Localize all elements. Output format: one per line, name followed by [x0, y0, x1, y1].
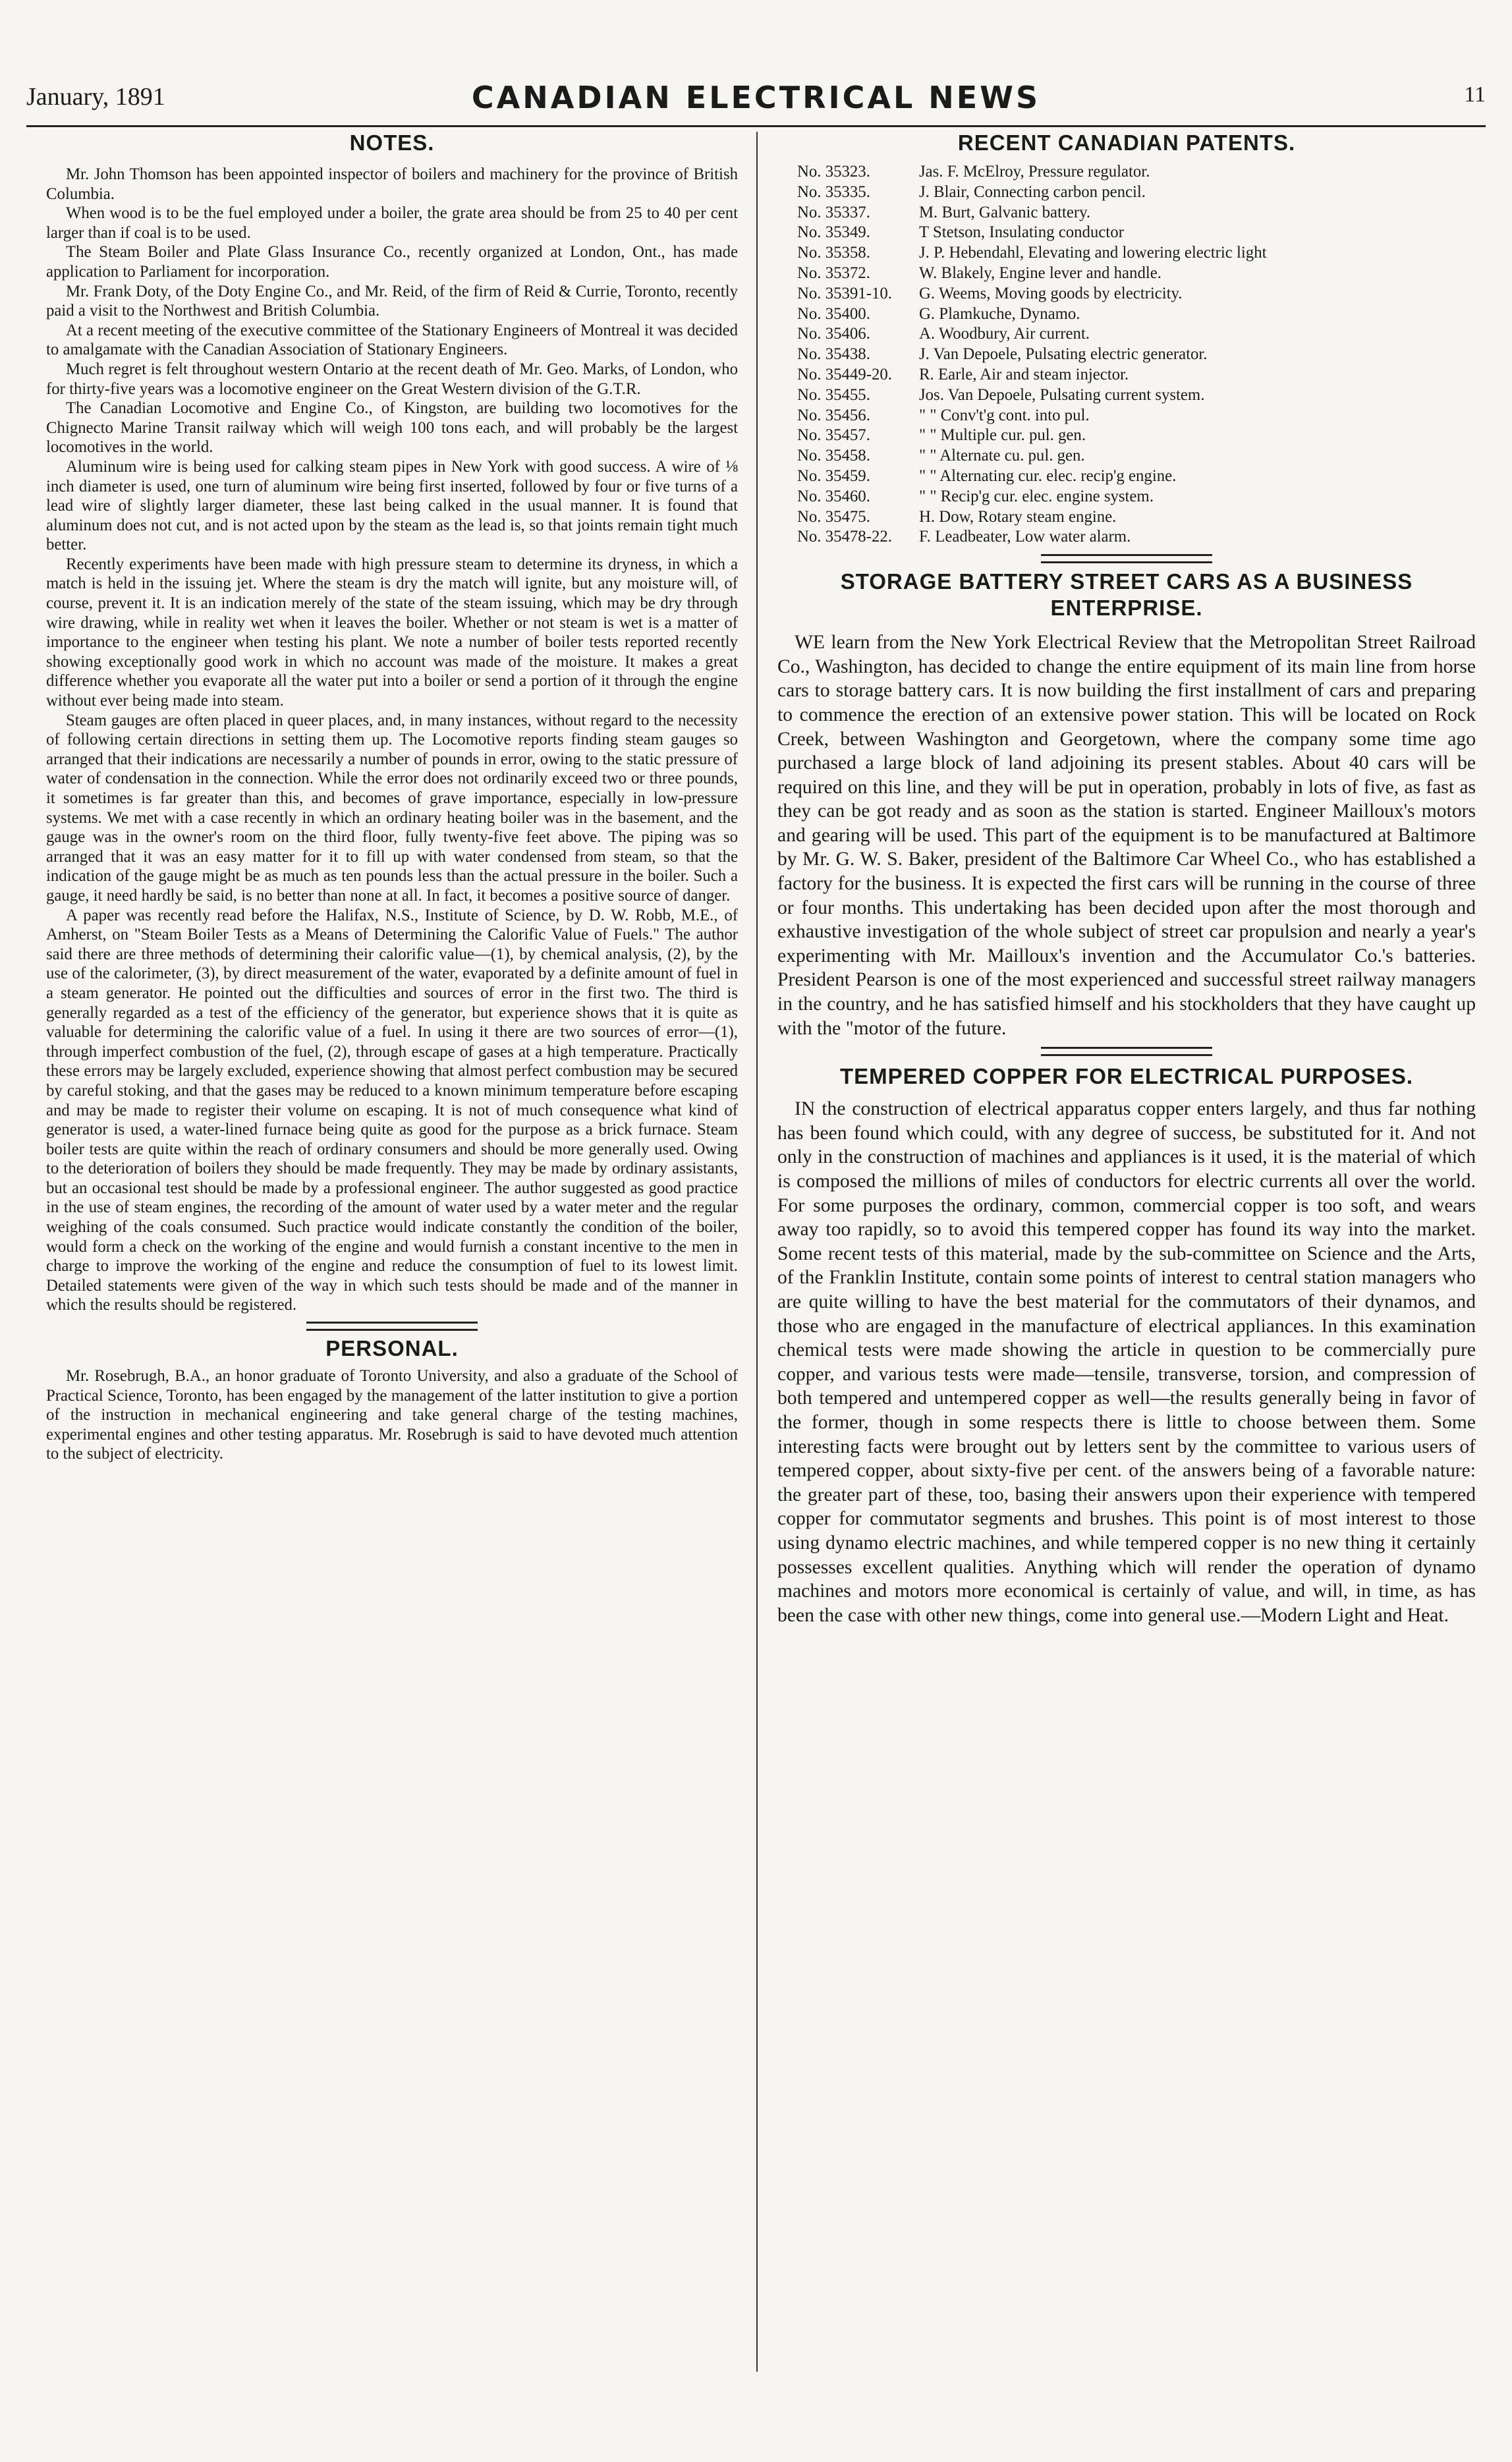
notes-paragraph: At a recent meeting of the executive committee of the Stationary Engineers of Montreal it was decided to amalgamate with the Canadian Association of Stationary Engineers.: [46, 321, 738, 359]
personal-paragraph: Mr. Rosebrugh, B.A., an honor graduate of Toronto University, and also a graduate of the School of Practical Science, Toronto, has been engaged by the management of the latter institution to give a portion of the instruction in mechanical engineering and take general charge of the testing machines, experimental engines and other testing apparatus. Mr. Rosebrugh is said to have devoted much attention to the subject of electricity.: [46, 1367, 738, 1463]
patent-item: [797, 527, 1476, 547]
column-divider: [756, 132, 758, 2372]
copper-body: [777, 1097, 1476, 1627]
patent-number: No. 35337.: [797, 203, 870, 221]
patent-number: No. 35335.: [797, 182, 870, 201]
patent-item: [797, 487, 1476, 507]
personal-title: PERSONAL.: [325, 1336, 459, 1361]
patent-number: No. 35438.: [797, 345, 870, 364]
storage-title: STORAGE BATTERY STREET CARS AS A BUSINESS ENTERPRISE.: [840, 569, 1413, 621]
patent-item: [797, 385, 1476, 406]
patent-description: " " Recip'g cur. elec. engine system.: [919, 487, 1154, 505]
notes-paragraph: Steam gauges are often placed in queer places, and, in many instances, without regard to the necessity of following certain directions in setting them up. The Locomotive reports finding steam gauges so arranged that their indications are necessarily a number of pounds in error, owing to the static pressure of water of condensation in the connection. While the error does not ordinarily exceed two or three pounds, it sometimes is far greater than this, and becomes of grave importance, especially in low-pressure systems. We met with a case recently in which an ordinary heating boiler was in the basement, and the gauge was in the owner's room on the third floor, fully twenty-five feet above. The piping was so arranged that it was an easy matter for it to fill up with water condensed from steam, so that the indication of the gauge might be as much as ten pounds less than the actual pressure in the boiler. Such a gauge, it need hardly be said, is no better than none at all. In fact, it becomes a positive source of danger.: [46, 711, 738, 905]
patent-item: [797, 345, 1476, 365]
patent-number: No. 35478-22.: [797, 528, 892, 546]
patent-number: No. 35460.: [797, 487, 870, 505]
patent-description: A. Woodbury, Air current.: [919, 325, 1090, 343]
patent-number: No. 35358.: [797, 244, 870, 262]
patent-item: [797, 324, 1476, 345]
patent-description: M. Burt, Galvanic battery.: [919, 203, 1091, 221]
patent-description: J. P. Hebendahl, Elevating and lowering electric light: [919, 244, 1267, 262]
masthead: CANADIAN ELECTRICAL NEWS: [471, 80, 1041, 115]
patent-number: No. 35406.: [797, 325, 870, 343]
patent-item: [797, 284, 1476, 304]
header-rule: [26, 125, 1486, 127]
patent-number: No. 35457.: [797, 426, 870, 445]
section-separator: [1041, 1047, 1212, 1056]
section-separator: [306, 1322, 478, 1331]
section-separator: [1041, 554, 1212, 563]
patent-item: [797, 365, 1476, 385]
patent-number: No. 35391-10.: [797, 284, 892, 302]
patent-description: Jas. F. McElroy, Pressure regulator.: [919, 163, 1150, 181]
patent-description: G. Weems, Moving goods by electricity.: [919, 284, 1183, 302]
patent-description: " " Multiple cur. pul. gen.: [919, 426, 1086, 445]
notes-title: NOTES.: [349, 130, 435, 155]
notes-paragraph: A paper was recently read before the Halifax, N.S., Institute of Science, by D. W. Robb, M.E., of Amherst, on "Steam Boiler Tests as a Means of Determining the Calorific Value of Fuels." The author said there are three methods of determining their calorific value—(1), by chemical analysis, (2), by the use of the calorimeter, (3), by direct measurement of the water, evaporated by a definite amount of fuel in a steam generator. He pointed out the difficulties and sources of error in the first two. The third is generally regarded as a test of the efficiency of the generator, but experience shows that it is quite as valuable for determining the calorific value of a fuel. In using it there are two sources of error—(1), through imperfect combustion of the fuel, (2), through escape of gases at a high temperature. Practically these errors may be largely excluded, experience showing that almost perfect combustion may be secured by careful stoking, and that the gases may be reduced to a known minimum temperature before escaping and may be made to register their volume on escaping. It is not of much consequence what kind of generator is used, a water-lined furnace being quite as good for the purpose as a brick furnace. Steam boiler tests are quite within the reach of ordinary consumers and should be more generally used. Owing to the deterioration of boilers they should be made frequently. They may be made by ordinary assistants, but an occasional test should be made by a professional engineer. The author suggested as good practice in the use of steam engines, the recording of the amount of water used by a water meter and the regular weighing of the coals consumed. Such practice would indicate constantly the condition of the boiler, would form a check on the working of the engine and would furnish a constant incentive to the men in charge to improve the working of the engine and reduce the consumption of fuel to its lowest limit. Detailed statements were given of the way in which such tests should be made and of the manner in which the results should be registered.: [46, 906, 738, 1314]
patent-number: No. 35400.: [797, 304, 870, 323]
patent-item: [797, 264, 1476, 284]
patent-description: T Stetson, Insulating conductor: [919, 223, 1124, 242]
copper-title: TEMPERED COPPER FOR ELECTRICAL PURPOSES.: [840, 1064, 1413, 1089]
patents-title: RECENT CANADIAN PATENTS.: [957, 130, 1296, 155]
patent-number: No. 35458.: [797, 447, 870, 465]
patent-number: No. 35456.: [797, 406, 870, 424]
patent-number: No. 35475.: [797, 507, 870, 526]
patent-description: R. Earle, Air and steam injector.: [919, 365, 1129, 383]
issue-date: January, 1891: [26, 83, 165, 111]
personal-body: [46, 1366, 738, 1464]
copper-paragraph: IN the construction of electrical apparatus copper enters largely, and thus far nothing has been found which could, with any degree of success, be substituted for it. And not only in the construction of machines and appliances is it used, it is the material of which is composed the millions of miles of conductors for electric currents all over the world. For some purposes the ordinary, common, commercial copper is too soft, and wears away too rapidly, so to avoid this tempered copper has found its way into the market. Some recent tests of this material, made by the sub-committee on Science and the Arts, of the Franklin Institute, contain some points of interest to central station managers who are quite willing to have the best material for the commutators of their dynamos, and those who are engaged in the manufacture of electrical appliances. In this examination chemical tests were made showing the article in question to be commercially pure copper, and various tests were made—tensile, transverse, torsion, and compression of both tempered and untempered copper as well—the results generally being in favor of the former, though in some respects there is little to choose between them. Some interesting facts were brought out by letters sent by the committee to various users of tempered copper, about sixty-five per cent. of the answers being of a favorable nature: the greater part of these, too, basing their answers upon their experience with tempered copper for commutator segments and brushes. This point is of most interest to those using dynamo electric machines, and while tempered copper is no new thing it certainly possesses excellent qualities. Anything which will render the operation of dynamo machines and motors more economical is certainly of value, and will, in time, as has been the case with other new things, come into general use.—Modern Light and Heat.: [777, 1098, 1476, 1626]
patent-item: [797, 304, 1476, 325]
patent-description: Jos. Van Depoele, Pulsating current system.: [919, 385, 1205, 404]
patent-number: No. 35459.: [797, 466, 870, 485]
patent-description: F. Leadbeater, Low water alarm.: [919, 528, 1131, 546]
patent-description: G. Plamkuche, Dynamo.: [919, 304, 1080, 323]
notes-paragraph: When wood is to be the fuel employed under a boiler, the grate area should be from 25 to 40 per cent larger than if coal is to be used.: [46, 204, 738, 242]
patent-number: No. 35349.: [797, 223, 870, 242]
notes-paragraph: The Canadian Locomotive and Engine Co., of Kingston, are building two locomotives for the Chignecto Marine Transit railway which will weigh 100 tons each, and will probably be the largest locomotives in the world.: [46, 399, 738, 457]
storage-paragraph: WE learn from the New York Electrical Review that the Metropolitan Street Railroad Co., Washington, has decided to change the entire equipment of its main line from horse cars to storage battery cars. It is now building the first installment of cars and preparing to commence the erection of an extensive power station. This will be located on Rock Creek, between Washington and Georgetown, where the company some time ago purchased a large block of land adjoining its present stables. About 40 cars will be required on this line, and they will be put in operation, probably in lots of five, as fast as they can be got ready and as soon as the station is started. Engineer Mailloux's motors and gearing will be used. This part of the equipment is to be manufactured at Baltimore by Mr. G. W. S. Baker, president of the Baltimore Car Wheel Co., who has established a factory for the business. It is expected the first cars will be running in the course of three or four months. This undertaking has been decided upon after the most thorough and exhaustive investigation of the whole subject of street car propulsion and nearly a year's experimenting with Mr. Mailloux's invention and the Accumulator Co.'s batteries. President Pearson is one of the most experienced and successful street railway managers in the country, and he has satisfied himself and his stockholders that they have caught up with the "motor of the future.: [777, 632, 1476, 1039]
notes-paragraph: Recently experiments have been made with high pressure steam to determine its dryness, in which a match is held in the issuing jet. Where the steam is dry the match will ignite, but any moisture will, of course, prevent it. It is an indication merely of the state of the steam issuing, which may be dry through wire drawing, while in reality wet when it leaves the boiler. Whether or not steam is wet is a matter of importance to the engineer when testing his plant. We note a number of boiler tests reported recently showing exceptionally good work in which no account was made of the moisture. It makes a great difference whether you evaporate all the water put into a boiler or send a portion of it through the engine without ever being made into steam.: [46, 555, 738, 710]
notes-paragraph: Mr. John Thomson has been appointed inspector of boilers and machinery for the province of British Columbia.: [46, 165, 738, 203]
patents-list: [797, 162, 1476, 547]
storage-body: [777, 630, 1476, 1040]
patent-item: [797, 466, 1476, 487]
notes-paragraph: Aluminum wire is being used for calking steam pipes in New York with good success. A wire of ⅛ inch diameter is used, one turn of aluminum wire being first inserted, followed by four or five turns of a lead wire of slightly larger diameter, these last being calked in the usual manner. It is found that aluminum does not cut, and is not acted upon by the steam as the lead is, so that joints remain tight much better.: [46, 457, 738, 554]
patent-description: " " Alternating cur. elec. recip'g engine.: [919, 466, 1177, 485]
patent-number: No. 35372.: [797, 264, 870, 282]
patent-item: [797, 203, 1476, 223]
patent-item: [797, 223, 1476, 243]
left-column: [46, 130, 738, 1464]
patent-description: J. Van Depoele, Pulsating electric generator.: [919, 345, 1208, 364]
patent-number: No. 35323.: [797, 163, 870, 181]
patent-item: [797, 507, 1476, 528]
patent-number: No. 35455.: [797, 385, 870, 404]
page-header: [26, 82, 1486, 122]
patent-item: [797, 243, 1476, 264]
patent-description: " " Alternate cu. pul. gen.: [919, 447, 1085, 465]
notes-body: [46, 165, 738, 1315]
patent-item: [797, 406, 1476, 426]
page-number: 11: [1464, 82, 1486, 107]
patent-description: W. Blakely, Engine lever and handle.: [919, 264, 1162, 282]
patent-item: [797, 182, 1476, 203]
patent-item: [797, 162, 1476, 182]
patent-description: " " Conv't'g cont. into pul.: [919, 406, 1090, 424]
patent-description: J. Blair, Connecting carbon pencil.: [919, 182, 1146, 201]
notes-paragraph: Much regret is felt throughout western Ontario at the recent death of Mr. Geo. Marks, of London, who for thirty-five years was a locomotive engineer on the Great Western division of the G.T.R.: [46, 360, 738, 398]
notes-paragraph: The Steam Boiler and Plate Glass Insurance Co., recently organized at London, Ont., has made application to Parliament for incorporation.: [46, 243, 738, 281]
patent-number: No. 35449-20.: [797, 365, 892, 383]
patent-description: H. Dow, Rotary steam engine.: [919, 507, 1117, 526]
patent-item: [797, 426, 1476, 446]
notes-paragraph: Mr. Frank Doty, of the Doty Engine Co., and Mr. Reid, of the firm of Reid & Currie, Toronto, recently paid a visit to the Northwest and British Columbia.: [46, 282, 738, 320]
patent-item: [797, 446, 1476, 466]
right-column: [777, 130, 1476, 1627]
